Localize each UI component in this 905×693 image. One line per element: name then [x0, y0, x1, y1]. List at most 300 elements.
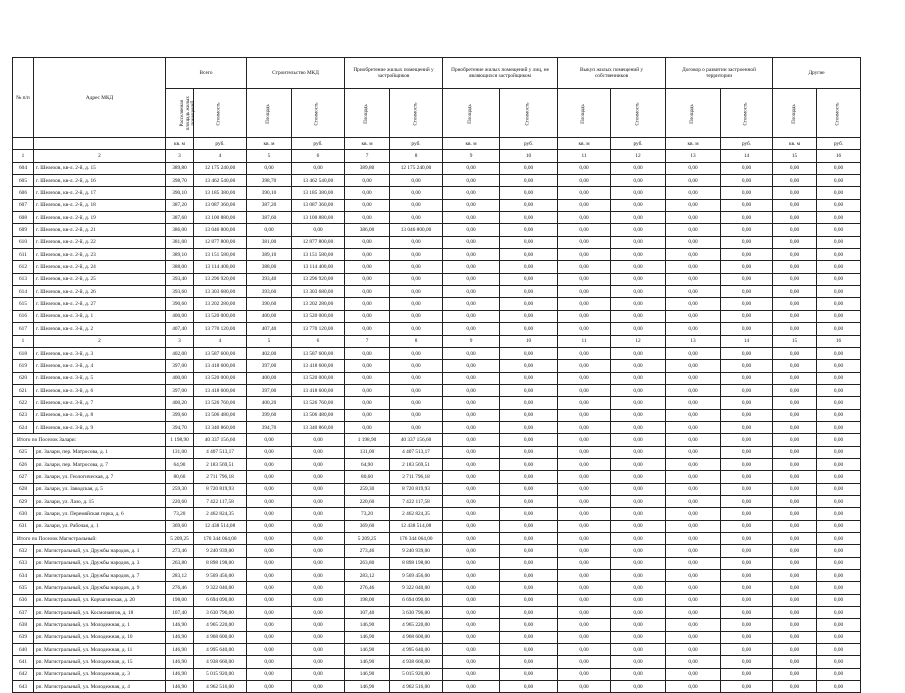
value-cell: 107,40	[166, 607, 194, 619]
value-cell: 0,00	[817, 236, 861, 248]
value-cell: 0,00	[773, 619, 817, 631]
value-cell: 0,00	[292, 607, 345, 619]
value-cell: 0,00	[247, 656, 292, 668]
value-cell: 0,00	[611, 187, 666, 199]
value-cell: 0,00	[558, 570, 611, 582]
subtotal-label: Итого по Поселок Залари:	[13, 434, 166, 446]
value-cell: 40 337 156,60	[194, 434, 247, 446]
value-cell: 0,00	[817, 458, 861, 470]
value-cell: 0,00	[721, 619, 773, 631]
value-cell: 0,00	[721, 681, 773, 693]
value-cell: 0,00	[390, 236, 443, 248]
value-cell: 0,00	[443, 471, 500, 483]
value-cell: 13 202 280,00	[194, 298, 247, 310]
address-cell: г. Шелехов, кв-л. 3-й, д. 9	[34, 421, 166, 433]
column-number: 1	[13, 335, 34, 347]
value-cell: 0,00	[558, 323, 611, 335]
table-row	[13, 421, 861, 433]
value-cell: 0,00	[500, 458, 558, 470]
value-cell: 13 087 360,00	[194, 199, 247, 211]
value-cell: 0,00	[773, 347, 817, 359]
value-cell: 0,00	[666, 508, 721, 520]
value-cell: 0,00	[817, 594, 861, 606]
value-cell: 5 015 920,00	[194, 668, 247, 680]
table-row	[13, 236, 861, 248]
value-cell: 393,40	[166, 273, 194, 285]
column-number: 9	[443, 150, 500, 162]
value-cell: 0,00	[721, 187, 773, 199]
unit-cell: руб.	[390, 138, 443, 150]
value-cell: 0,00	[817, 212, 861, 224]
unit-cell: кв. м	[773, 138, 817, 150]
value-cell: 0,00	[558, 533, 611, 545]
table-row	[13, 545, 861, 557]
value-cell: 0,00	[558, 409, 611, 421]
value-cell: 389,10	[247, 249, 292, 261]
value-cell: 387,20	[247, 199, 292, 211]
value-cell: 0,00	[558, 656, 611, 668]
value-cell: 263,80	[166, 557, 194, 569]
value-cell: 13 185 380,00	[292, 187, 345, 199]
value-cell: 0,00	[721, 409, 773, 421]
address-cell: рп. Магистральный, ул. Корчагинская, д. 20	[34, 594, 166, 606]
value-cell: 13 046 800,00	[390, 224, 443, 236]
value-cell: 0,00	[443, 644, 500, 656]
address-cell: г. Шелехов, кв-л. 3-й, д. 1	[34, 310, 166, 322]
value-cell: 400,00	[247, 372, 292, 384]
value-cell: 0,00	[721, 261, 773, 273]
value-cell: 0,00	[611, 236, 666, 248]
value-cell: 0,00	[773, 372, 817, 384]
value-cell: 0,00	[443, 421, 500, 433]
value-cell: 13 520 000,00	[292, 372, 345, 384]
value-cell: 0,00	[558, 162, 611, 174]
value-cell: 146,90	[166, 619, 194, 631]
value-cell: 0,00	[247, 495, 292, 507]
value-cell: 146,90	[345, 681, 390, 693]
row-number: 625	[13, 446, 34, 458]
value-cell: 1 198,90	[345, 434, 390, 446]
value-cell: 12 175 240,00	[194, 162, 247, 174]
value-cell: 13 770 120,00	[292, 323, 345, 335]
address-cell: г. Шелехов, кв-л. 3-й, д. 3	[34, 347, 166, 359]
value-cell: 0,00	[292, 533, 345, 545]
value-cell: 0,00	[345, 397, 390, 409]
value-cell: 0,00	[721, 607, 773, 619]
value-cell: 0,00	[666, 199, 721, 211]
value-cell: 8 898 198,00	[194, 557, 247, 569]
value-cell: 0,00	[247, 224, 292, 236]
value-cell: 0,00	[292, 557, 345, 569]
value-cell: 0,00	[666, 286, 721, 298]
value-cell: 0,00	[390, 384, 443, 396]
value-cell: 0,00	[558, 224, 611, 236]
value-cell: 0,00	[500, 323, 558, 335]
value-cell: 0,00	[817, 668, 861, 680]
value-cell: 283,12	[345, 570, 390, 582]
value-cell: 0,00	[500, 298, 558, 310]
value-cell: 0,00	[666, 483, 721, 495]
column-number: 4	[194, 150, 247, 162]
value-cell: 0,00	[558, 631, 611, 643]
value-cell: 0,00	[390, 372, 443, 384]
address-cell: г. Шелехов, кв-л. 3-й, д. 6	[34, 384, 166, 396]
value-cell: 0,00	[773, 668, 817, 680]
value-cell: 0,00	[443, 310, 500, 322]
value-cell: 0,00	[611, 212, 666, 224]
value-cell: 0,00	[558, 421, 611, 433]
value-cell: 0,00	[721, 273, 773, 285]
value-cell: 0,00	[721, 446, 773, 458]
value-cell: 0,00	[611, 471, 666, 483]
subheader-cost: Стоимость	[611, 89, 666, 138]
value-cell: 0,00	[773, 434, 817, 446]
value-cell: 4 407 513,17	[390, 446, 443, 458]
value-cell: 0,00	[345, 347, 390, 359]
value-cell: 13 303 680,00	[292, 286, 345, 298]
table-row	[13, 594, 861, 606]
column-number: 11	[558, 335, 611, 347]
value-cell: 397,00	[247, 360, 292, 372]
value-cell: 0,00	[817, 607, 861, 619]
value-cell: 13 046 800,00	[194, 224, 247, 236]
address-cell: г. Шелехов, кв-л. 2-й, д. 17	[34, 187, 166, 199]
value-cell: 13 418 600,00	[194, 360, 247, 372]
table-row	[13, 372, 861, 384]
value-cell: 0,00	[500, 212, 558, 224]
value-cell: 0,00	[721, 644, 773, 656]
subheader-area: Площадь	[558, 89, 611, 138]
row-number: 619	[13, 360, 34, 372]
value-cell: 0,00	[611, 582, 666, 594]
value-cell: 0,00	[666, 644, 721, 656]
column-number: 5	[247, 335, 292, 347]
value-cell: 0,00	[611, 631, 666, 643]
table-row	[13, 471, 861, 483]
value-cell: 0,00	[721, 495, 773, 507]
row-number: 642	[13, 668, 34, 680]
address-cell: рп. Магистральный, ул. Дружбы народов, д. 9	[34, 582, 166, 594]
value-cell: 0,00	[773, 249, 817, 261]
value-cell: 0,00	[721, 224, 773, 236]
value-cell: 107,40	[345, 607, 390, 619]
value-cell: 0,00	[611, 656, 666, 668]
value-cell: 0,00	[666, 347, 721, 359]
value-cell: 0,00	[666, 533, 721, 545]
value-cell: 12 175 240,00	[390, 162, 443, 174]
value-cell: 0,00	[390, 187, 443, 199]
value-cell: 0,00	[817, 570, 861, 582]
value-cell: 0,00	[773, 273, 817, 285]
value-cell: 0,00	[817, 582, 861, 594]
value-cell: 0,00	[247, 557, 292, 569]
value-cell: 0,00	[773, 212, 817, 224]
value-cell: 12 438 514,08	[194, 520, 247, 532]
value-cell: 0,00	[500, 570, 558, 582]
value-cell: 0,00	[247, 533, 292, 545]
value-cell: 0,00	[558, 347, 611, 359]
address-cell: г. Шелехов, кв-л. 2-й, д. 25	[34, 273, 166, 285]
value-cell: 0,00	[558, 187, 611, 199]
group-header-other: Другие	[773, 58, 861, 89]
value-cell: 146,90	[345, 656, 390, 668]
row-number: 609	[13, 224, 34, 236]
value-cell: 0,00	[773, 162, 817, 174]
value-cell: 0,00	[292, 434, 345, 446]
value-cell: 0,00	[611, 557, 666, 569]
value-cell: 9 240 939,00	[194, 545, 247, 557]
value-cell: 393,60	[166, 286, 194, 298]
value-cell: 0,00	[558, 607, 611, 619]
value-cell: 0,00	[500, 631, 558, 643]
value-cell: 0,00	[558, 249, 611, 261]
value-cell: 0,00	[611, 199, 666, 211]
address-cell: рп. Залари, пер. Матросова, д. 1	[34, 446, 166, 458]
row-number: 640	[13, 644, 34, 656]
value-cell: 0,00	[345, 384, 390, 396]
value-cell: 0,00	[500, 421, 558, 433]
value-cell: 0,00	[345, 273, 390, 285]
value-cell: 394,70	[166, 421, 194, 433]
value-cell: 0,00	[721, 199, 773, 211]
row-number: 629	[13, 495, 34, 507]
value-cell: 0,00	[817, 162, 861, 174]
column-number: 7	[345, 150, 390, 162]
value-cell: 0,00	[817, 421, 861, 433]
value-cell: 0,00	[558, 397, 611, 409]
value-cell: 0,00	[666, 212, 721, 224]
table-row	[13, 384, 861, 396]
value-cell: 0,00	[500, 533, 558, 545]
value-cell: 0,00	[773, 607, 817, 619]
value-cell: 13 520 000,00	[194, 372, 247, 384]
table-row	[13, 458, 861, 470]
value-cell: 13 770 120,00	[194, 323, 247, 335]
value-cell: 0,00	[611, 545, 666, 557]
value-cell: 0,00	[666, 273, 721, 285]
value-cell: 387,60	[247, 212, 292, 224]
value-cell: 0,00	[666, 458, 721, 470]
value-cell: 397,00	[166, 360, 194, 372]
value-cell: 0,00	[443, 619, 500, 631]
table-row	[13, 495, 861, 507]
value-cell: 0,00	[721, 668, 773, 680]
value-cell: 13 462 540,00	[194, 175, 247, 187]
unit-cell: руб.	[500, 138, 558, 150]
value-cell: 0,00	[666, 545, 721, 557]
value-cell: 0,00	[345, 249, 390, 261]
subtotal-row	[13, 434, 861, 446]
value-cell: 0,00	[390, 175, 443, 187]
value-cell: 0,00	[500, 644, 558, 656]
group-header-total: Всего	[166, 58, 247, 89]
value-cell: 0,00	[292, 594, 345, 606]
value-cell: 220,60	[345, 495, 390, 507]
address-cell: г. Шелехов, кв-л. 2-й, д. 24	[34, 261, 166, 273]
value-cell: 146,90	[345, 619, 390, 631]
value-cell: 0,00	[611, 533, 666, 545]
address-cell: г. Шелехов, кв-л. 3-й, д. 4	[34, 360, 166, 372]
value-cell: 0,00	[500, 446, 558, 458]
value-cell: 3 630 796,00	[194, 607, 247, 619]
value-cell: 13 418 600,00	[194, 384, 247, 396]
value-cell: 0,00	[666, 310, 721, 322]
column-number: 6	[292, 150, 345, 162]
value-cell: 146,90	[166, 644, 194, 656]
value-cell: 0,00	[817, 495, 861, 507]
value-cell: 0,00	[500, 409, 558, 421]
table-row	[13, 286, 861, 298]
table-row	[13, 310, 861, 322]
value-cell: 0,00	[443, 261, 500, 273]
value-cell: 0,00	[558, 520, 611, 532]
value-cell: 0,00	[773, 471, 817, 483]
address-cell: г. Шелехов, кв-л. 3-й, д. 8	[34, 409, 166, 421]
table-row	[13, 347, 861, 359]
row-number: 613	[13, 273, 34, 285]
subheader-area: Площадь	[247, 89, 292, 138]
value-cell: 402,00	[247, 347, 292, 359]
value-cell: 0,00	[443, 557, 500, 569]
value-cell: 0,00	[666, 557, 721, 569]
unit-cell: кв. м	[443, 138, 500, 150]
unit-cell: кв. м	[558, 138, 611, 150]
value-cell: 387,60	[166, 212, 194, 224]
value-cell: 13 296 920,00	[194, 273, 247, 285]
value-cell: 4 968 600,00	[194, 631, 247, 643]
table-row	[13, 298, 861, 310]
value-cell: 131,00	[345, 446, 390, 458]
row-number: 638	[13, 619, 34, 631]
value-cell: 8 898 198,00	[390, 557, 443, 569]
value-cell: 12 438 514,08	[390, 520, 443, 532]
value-cell: 0,00	[721, 372, 773, 384]
value-cell: 0,00	[817, 384, 861, 396]
column-number: 7	[345, 335, 390, 347]
value-cell: 0,00	[721, 298, 773, 310]
value-cell: 0,00	[443, 631, 500, 643]
value-cell: 0,00	[721, 582, 773, 594]
value-cell: 0,00	[558, 557, 611, 569]
value-cell: 0,00	[666, 372, 721, 384]
value-cell: 0,00	[390, 409, 443, 421]
value-cell: 0,00	[443, 298, 500, 310]
value-cell: 0,00	[247, 570, 292, 582]
subtotal-row	[13, 533, 861, 545]
address-cell: г. Шелехов, кв-л. 2-й, д. 27	[34, 298, 166, 310]
column-number: 8	[390, 335, 443, 347]
value-cell: 386,00	[345, 224, 390, 236]
value-cell: 0,00	[558, 298, 611, 310]
value-cell: 80,60	[166, 471, 194, 483]
value-cell: 0,00	[292, 508, 345, 520]
value-cell: 9 322 040,00	[194, 582, 247, 594]
value-cell: 0,00	[666, 175, 721, 187]
table-row	[13, 668, 861, 680]
value-cell: 0,00	[817, 545, 861, 557]
value-cell: 0,00	[666, 236, 721, 248]
value-cell: 0,00	[666, 594, 721, 606]
value-cell: 0,00	[773, 644, 817, 656]
value-cell: 0,00	[611, 286, 666, 298]
value-cell: 0,00	[558, 384, 611, 396]
value-cell: 0,00	[666, 570, 721, 582]
value-cell: 0,00	[666, 224, 721, 236]
value-cell: 13 506 480,00	[292, 409, 345, 421]
value-cell: 0,00	[773, 224, 817, 236]
value-cell: 0,00	[390, 212, 443, 224]
value-cell: 0,00	[292, 162, 345, 174]
value-cell: 9 322 040,00	[390, 582, 443, 594]
subheader-area: Площадь	[773, 89, 817, 138]
value-cell: 381,00	[166, 236, 194, 248]
value-cell: 0,00	[721, 384, 773, 396]
value-cell: 0,00	[611, 570, 666, 582]
program-table	[12, 57, 861, 693]
value-cell: 0,00	[443, 397, 500, 409]
value-cell: 389,80	[345, 162, 390, 174]
value-cell: 0,00	[500, 224, 558, 236]
value-cell: 0,00	[773, 261, 817, 273]
value-cell: 399,60	[247, 409, 292, 421]
value-cell: 0,00	[292, 631, 345, 643]
table-row	[13, 261, 861, 273]
value-cell: 273,46	[345, 545, 390, 557]
value-cell: 7 422 117,58	[390, 495, 443, 507]
value-cell: 0,00	[611, 668, 666, 680]
value-cell: 0,00	[558, 619, 611, 631]
value-cell: 0,00	[773, 533, 817, 545]
address-cell: г. Шелехов, кв-л. 2-й, д. 15	[34, 162, 166, 174]
column-number: 15	[773, 335, 817, 347]
value-cell: 13 340 860,00	[292, 421, 345, 433]
value-cell: 0,00	[500, 162, 558, 174]
value-cell: 0,00	[345, 236, 390, 248]
group-header-territory: Договор о развитии застроенной территории	[666, 58, 773, 89]
column-number: 12	[611, 150, 666, 162]
value-cell: 2 462 824,35	[390, 508, 443, 520]
column-number-row	[13, 335, 861, 347]
value-cell: 0,00	[345, 298, 390, 310]
value-cell: 0,00	[611, 508, 666, 520]
address-cell: г. Шелехов, кв-л. 2-й, д. 26	[34, 286, 166, 298]
value-cell: 5 015 920,00	[390, 668, 443, 680]
row-number: 641	[13, 656, 34, 668]
column-number: 15	[773, 150, 817, 162]
value-cell: 0,00	[773, 298, 817, 310]
value-cell: 0,00	[817, 347, 861, 359]
value-cell: 259,30	[345, 483, 390, 495]
value-cell: 0,00	[558, 495, 611, 507]
value-cell: 2 711 796,18	[390, 471, 443, 483]
value-cell: 0,00	[666, 582, 721, 594]
value-cell: 0,00	[247, 483, 292, 495]
value-cell: 64,90	[166, 458, 194, 470]
value-cell: 397,00	[166, 384, 194, 396]
value-cell: 0,00	[817, 286, 861, 298]
value-cell: 0,00	[773, 199, 817, 211]
row-number: 624	[13, 421, 34, 433]
value-cell: 4 995 640,00	[390, 644, 443, 656]
value-cell: 0,00	[773, 323, 817, 335]
value-cell: 0,00	[611, 224, 666, 236]
value-cell: 176 344 064,00	[194, 533, 247, 545]
value-cell: 388,00	[166, 261, 194, 273]
value-cell: 0,00	[443, 249, 500, 261]
value-cell: 13 114 400,00	[194, 261, 247, 273]
value-cell: 0,00	[292, 619, 345, 631]
value-cell: 0,00	[247, 508, 292, 520]
